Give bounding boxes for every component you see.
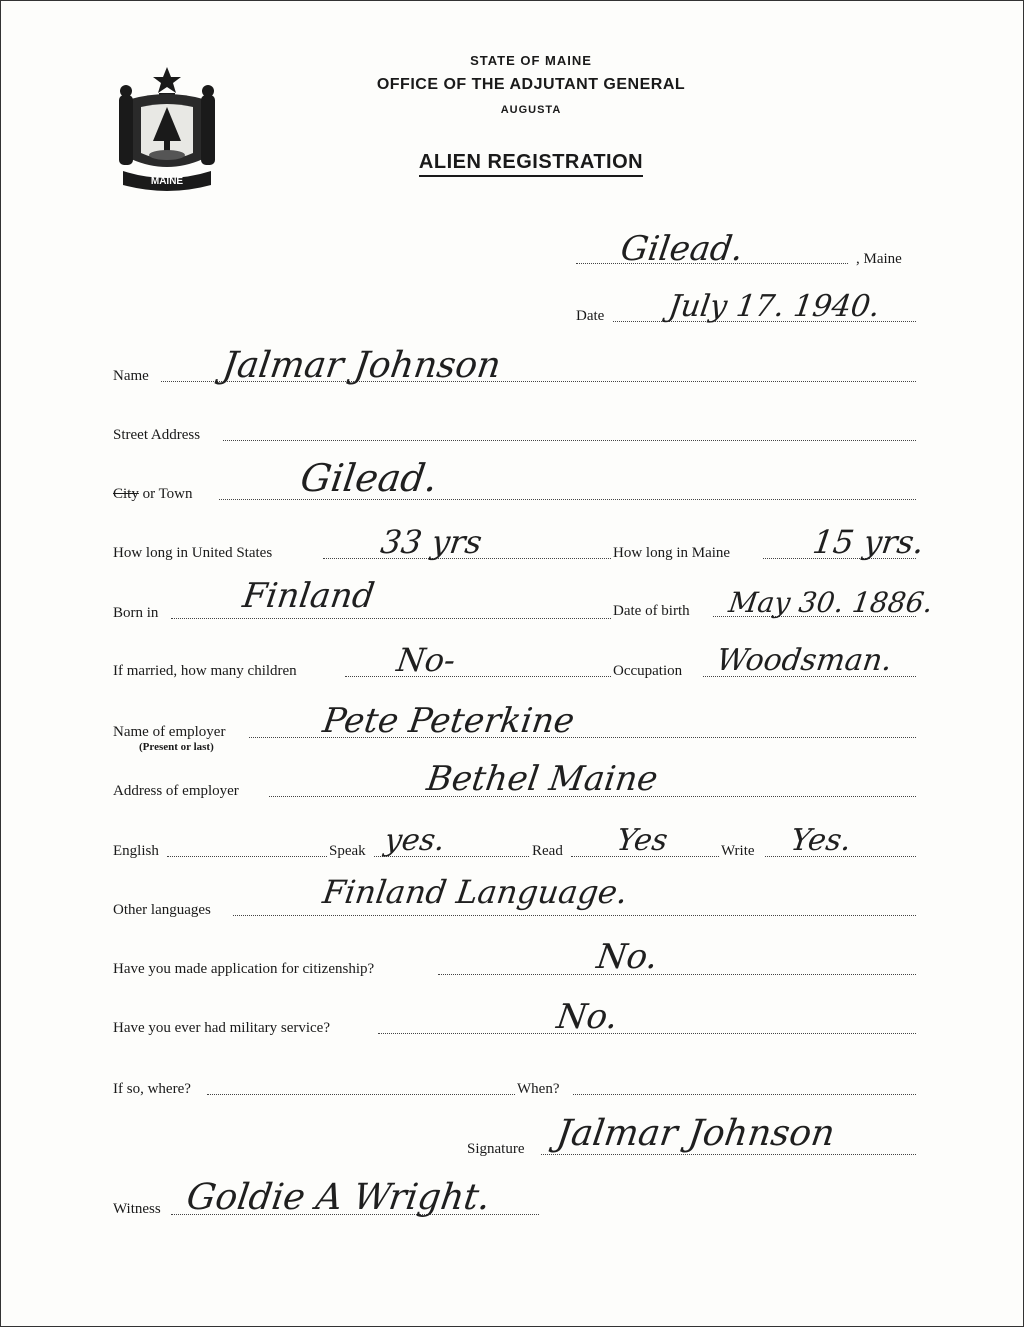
born-in-line bbox=[171, 618, 611, 619]
maine-label: , Maine bbox=[856, 251, 902, 267]
seal-lettering: MAINE bbox=[150, 176, 184, 187]
read-label: Read bbox=[532, 843, 563, 859]
citizenship-value[interactable]: No. bbox=[594, 937, 661, 977]
date-of-birth-value[interactable]: May 30. 1886. bbox=[726, 586, 935, 619]
military-line bbox=[378, 1033, 916, 1034]
city-heading: AUGUSTA bbox=[500, 104, 562, 116]
occupation-label: Occupation bbox=[613, 663, 683, 679]
name-label: Name bbox=[113, 368, 149, 384]
other-languages-label: Other languages bbox=[113, 902, 211, 918]
date-label: Date bbox=[576, 308, 605, 324]
when-label: When? bbox=[517, 1081, 560, 1097]
how-long-maine-value[interactable]: 15 yrs. bbox=[810, 523, 927, 561]
how-long-maine-label: How long in Maine bbox=[613, 545, 731, 561]
street-address-line bbox=[223, 440, 916, 441]
signature-value[interactable]: Jalmar Johnson bbox=[554, 1113, 838, 1154]
where-line bbox=[207, 1094, 515, 1095]
town-value[interactable]: Gilead. bbox=[618, 229, 746, 269]
how-long-us-value[interactable]: 33 yrs bbox=[378, 523, 485, 561]
write-value[interactable]: Yes. bbox=[788, 823, 854, 858]
occupation-value[interactable]: Woodsman. bbox=[714, 643, 895, 678]
speak-label: Speak bbox=[329, 843, 366, 859]
form-title-text: ALIEN REGISTRATION bbox=[419, 151, 643, 177]
witness-label: Witness bbox=[113, 1201, 161, 1217]
name-value[interactable]: Jalmar Johnson bbox=[220, 345, 504, 386]
employer-name-label: Name of employer bbox=[113, 724, 226, 740]
office-heading: OFFICE OF THE ADJUTANT GENERAL bbox=[376, 76, 686, 93]
military-label: Have you ever had military service? bbox=[113, 1020, 330, 1036]
form-title bbox=[301, 151, 761, 174]
or-town-label: or Town bbox=[142, 486, 193, 502]
english-line bbox=[167, 856, 327, 857]
when-line bbox=[573, 1094, 916, 1095]
city-town-value[interactable]: Gilead. bbox=[297, 456, 441, 500]
street-address-label: Street Address bbox=[113, 427, 201, 443]
speak-value[interactable]: yes. bbox=[382, 823, 448, 858]
date-of-birth-label: Date of birth bbox=[613, 603, 690, 619]
citizenship-label: Have you made application for citizenship? bbox=[113, 961, 375, 977]
state-of-maine-seal bbox=[111, 63, 223, 193]
date-value[interactable]: July 17. 1940. bbox=[666, 289, 883, 324]
employer-address-value[interactable]: Bethel Maine bbox=[424, 759, 661, 799]
other-languages-value[interactable]: Finland Language. bbox=[320, 873, 630, 911]
city-struck-label: City bbox=[113, 486, 139, 502]
read-value[interactable]: Yes bbox=[614, 823, 670, 858]
military-value[interactable]: No. bbox=[554, 997, 621, 1037]
employer-address-label: Address of employer bbox=[113, 783, 239, 799]
signature-label: Signature bbox=[467, 1141, 525, 1157]
witness-value[interactable]: Goldie A Wright. bbox=[184, 1177, 493, 1218]
english-label: English bbox=[113, 843, 159, 859]
employer-name-sublabel: (Present or last) bbox=[139, 741, 214, 753]
born-in-label: Born in bbox=[113, 605, 159, 621]
children-value[interactable]: No- bbox=[394, 641, 458, 679]
signature-line bbox=[541, 1154, 916, 1155]
citizenship-line bbox=[438, 974, 916, 975]
children-line bbox=[345, 676, 611, 677]
how-long-us-label: How long in United States bbox=[113, 545, 273, 561]
other-languages-line bbox=[233, 915, 916, 916]
born-in-value[interactable]: Finland bbox=[240, 576, 377, 616]
children-label: If married, how many children bbox=[113, 663, 297, 679]
employer-name-value[interactable]: Pete Peterkine bbox=[320, 701, 577, 741]
write-label: Write bbox=[721, 843, 755, 859]
city-town-label bbox=[113, 486, 193, 503]
state-heading: STATE OF MAINE bbox=[470, 53, 592, 68]
where-label: If so, where? bbox=[113, 1081, 191, 1097]
